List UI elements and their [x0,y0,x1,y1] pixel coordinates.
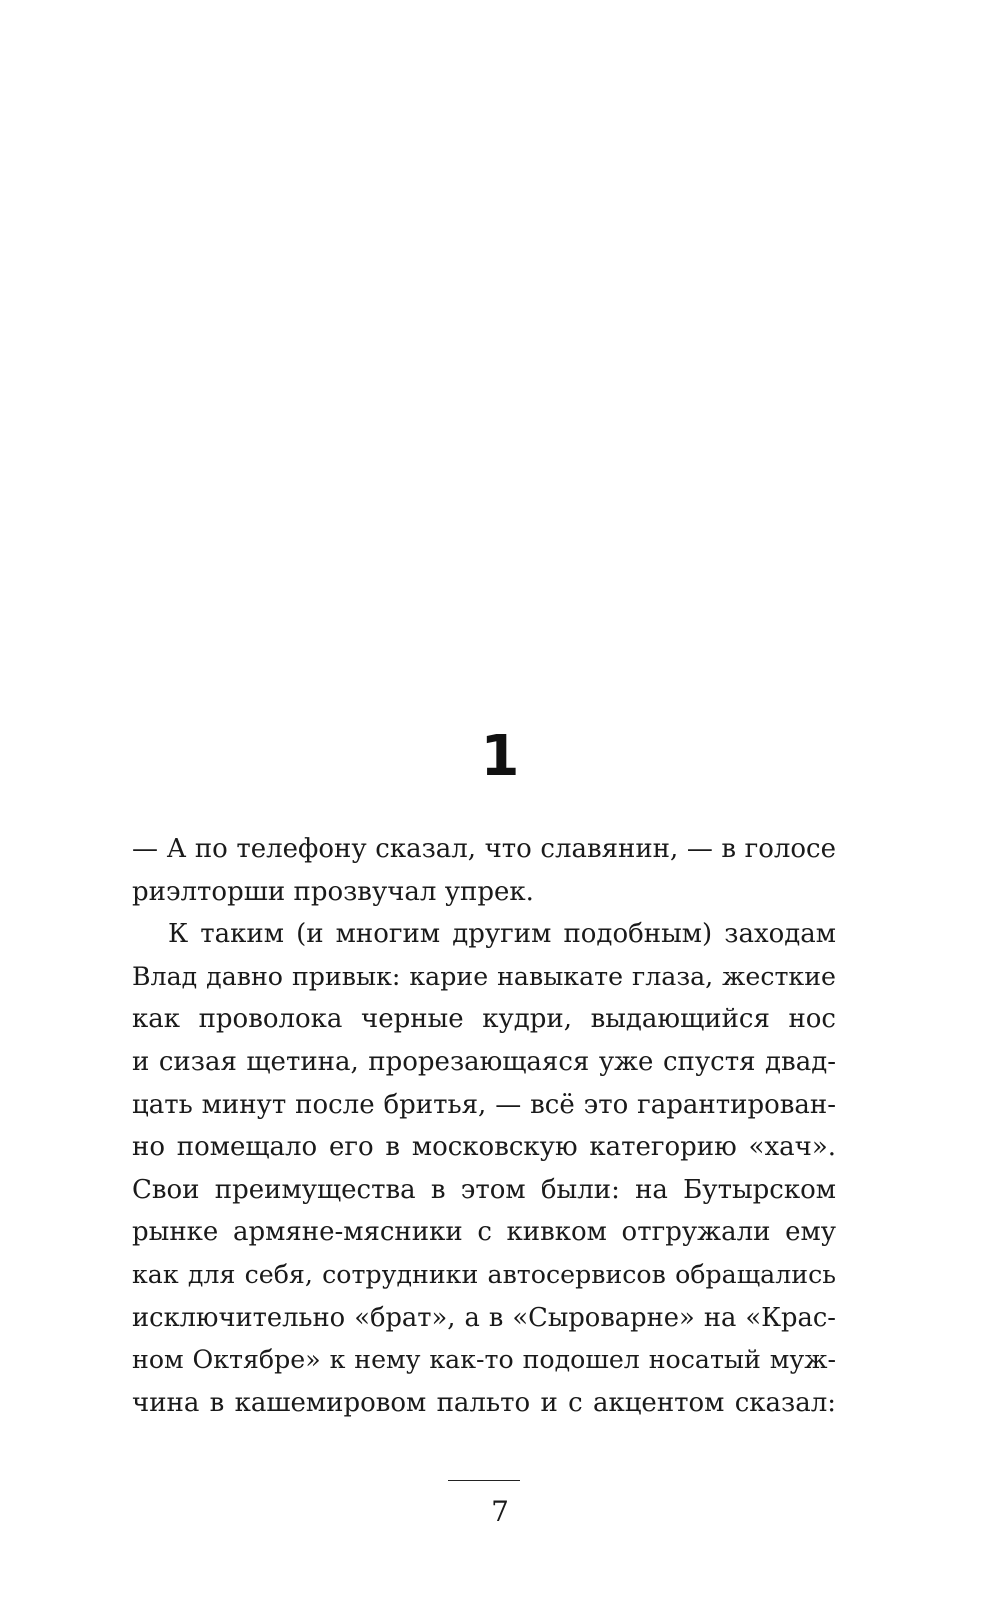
text-line: рынке армяне-мясники с кивком отгружали ему [132,1217,836,1248]
text-line: риэлторши прозвучал упрек. [132,876,534,907]
footer-divider [448,1480,520,1481]
text-line: но помещало его в московскую категорию «хач». [132,1132,836,1163]
text-line: чина в кашемировом пальто и с акцентом сказал: [132,1387,836,1418]
text-line: и сизая щетина, прорезающаяся уже спустя двад- [132,1046,836,1077]
text-line: исключительно «брат», а в «Сыроварне» на «Крас- [132,1302,836,1333]
body-text [132,828,836,1424]
chapter-number: 1 [480,724,520,789]
text-line: цать минут после бритья, — всё это гарантирован- [132,1089,836,1120]
paragraph-2 [132,913,836,1424]
page-number: 7 [491,1495,509,1528]
text-line: Свои преимущества в этом были: на Бутырском [132,1174,836,1205]
text-line: как для себя, сотрудники автосервисов обращались [132,1259,836,1289]
text-line: Влад давно привык: карие навыкате глаза, жесткие [132,961,836,991]
paragraph-1 [132,828,836,913]
text-line: К таким (и многим другим подобным) заходам [168,919,836,950]
text-line: ном Октябре» к нему как-то подошел носатый муж- [132,1345,836,1375]
text-line: как проволока черные кудри, выдающийся нос [132,1004,836,1035]
text-line: — А по телефону сказал, что славянин, — в голосе [132,834,836,864]
